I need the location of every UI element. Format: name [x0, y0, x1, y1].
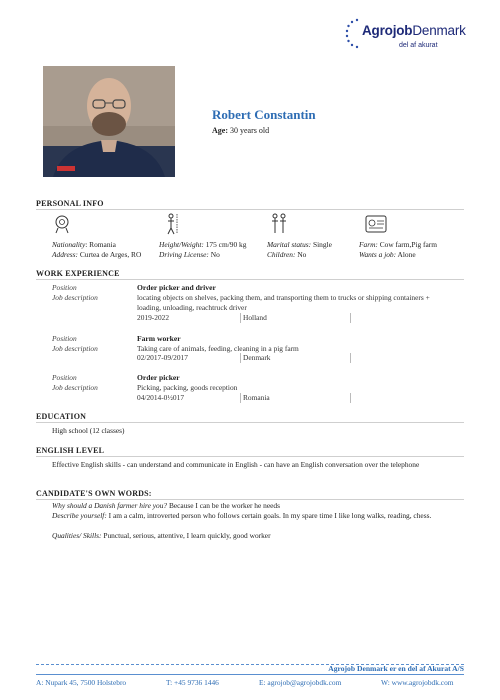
- logo-sub: del af akurat: [399, 42, 438, 49]
- cell-separator: [350, 313, 351, 323]
- info-farm: Farm: Cow farm,Pig farm: [359, 240, 438, 249]
- candidate-age: Age: 30 years old: [212, 126, 270, 135]
- job-description-label: Job description: [52, 383, 98, 392]
- job-dates: 04/2014-0½017: [137, 393, 185, 402]
- candidate-photo: [43, 66, 175, 177]
- cell-separator: [240, 393, 241, 403]
- info-nationality: Nationality: Romania: [52, 240, 116, 249]
- cell-separator: [240, 353, 241, 363]
- education-text: High school (12 classes): [52, 426, 125, 435]
- own-words-q3: Qualities/ Skills: Punctual, serious, attentive, I learn quickly, good worker: [52, 531, 271, 540]
- info-children: Children: No: [267, 250, 307, 259]
- footer-address: A: Nupark 45, 7500 Holstebro: [36, 678, 127, 687]
- job-place: Denmark: [243, 353, 271, 362]
- cell-separator: [350, 353, 351, 363]
- job-dates: 02/2017-09/2017: [137, 353, 188, 362]
- footer-email[interactable]: E: agrojob@agrojobdk.com: [259, 678, 342, 687]
- position-label: Position: [52, 334, 77, 343]
- section-divider: [36, 279, 464, 280]
- english-level-heading: ENGLISH LEVEL: [36, 446, 105, 455]
- work-experience-heading: WORK EXPERIENCE: [36, 269, 120, 278]
- company-logo: [344, 16, 469, 56]
- family-icon: [270, 213, 288, 235]
- section-divider: [36, 209, 464, 210]
- job-dates: 2019-2022: [137, 313, 170, 322]
- person-height-icon: [162, 213, 180, 235]
- job-description: Picking, packing, goods reception: [137, 383, 238, 392]
- info-driving-license: Driving License: No: [159, 250, 220, 259]
- farm-icon: [365, 213, 387, 235]
- footer-phone: T: +45 9736 1446: [166, 678, 219, 687]
- personal-info-heading: PERSONAL INFO: [36, 199, 104, 208]
- section-divider: [36, 456, 464, 457]
- job-title: Order picker: [137, 373, 180, 382]
- position-label: Position: [52, 283, 77, 292]
- info-address: Address: Curtea de Arges, RO: [52, 250, 142, 259]
- position-label: Position: [52, 373, 77, 382]
- job-title: Farm worker: [137, 334, 181, 343]
- section-divider: [36, 422, 464, 423]
- own-words-q1: Why should a Danish farmer hire you? Because I can be the worker he needs: [52, 501, 280, 510]
- passport-icon: [53, 213, 71, 235]
- job-description-label: Job description: [52, 344, 98, 353]
- education-heading: EDUCATION: [36, 412, 87, 421]
- footer-company: Agrojob Denmark er en del af Akurat A/S: [328, 664, 464, 673]
- candidate-name: Robert Constantin: [212, 107, 316, 122]
- own-words-q2: Describe yourself: I am a calm, introverted person who follows certain goals. In my spare time I like long walks, reading, chess.: [52, 511, 432, 520]
- info-wants-job: Wants a job: Alone: [359, 250, 416, 259]
- footer-website[interactable]: W: www.agrojobdk.com: [381, 678, 454, 687]
- job-title: Order picker and driver: [137, 283, 216, 292]
- job-place: Holland: [243, 313, 267, 322]
- job-description-label: Job description: [52, 293, 98, 302]
- job-description: locating objects on shelves, packing them, and transporting them to trucks or shipping containers + loading, unloading, reachtruck driver: [137, 293, 430, 312]
- section-divider: [36, 499, 464, 500]
- job-place: Romania: [243, 393, 270, 402]
- cell-separator: [240, 313, 241, 323]
- job-description: Taking care of animals, feeding, cleaning in a pig farm: [137, 344, 299, 353]
- footer-rule: [36, 674, 464, 675]
- info-height-weight: Height/Weight: 175 cm/90 kg: [159, 240, 247, 249]
- logo-brand: AgrojobDenmark: [362, 23, 466, 38]
- cell-separator: [350, 393, 351, 403]
- info-marital-status: Marital status: Single: [267, 240, 332, 249]
- own-words-heading: CANDIDATE'S OWN WORDS:: [36, 489, 152, 498]
- english-level-text: Effective English skills - can understand and communicate in English - can have an English conversation over the telephone: [52, 460, 420, 469]
